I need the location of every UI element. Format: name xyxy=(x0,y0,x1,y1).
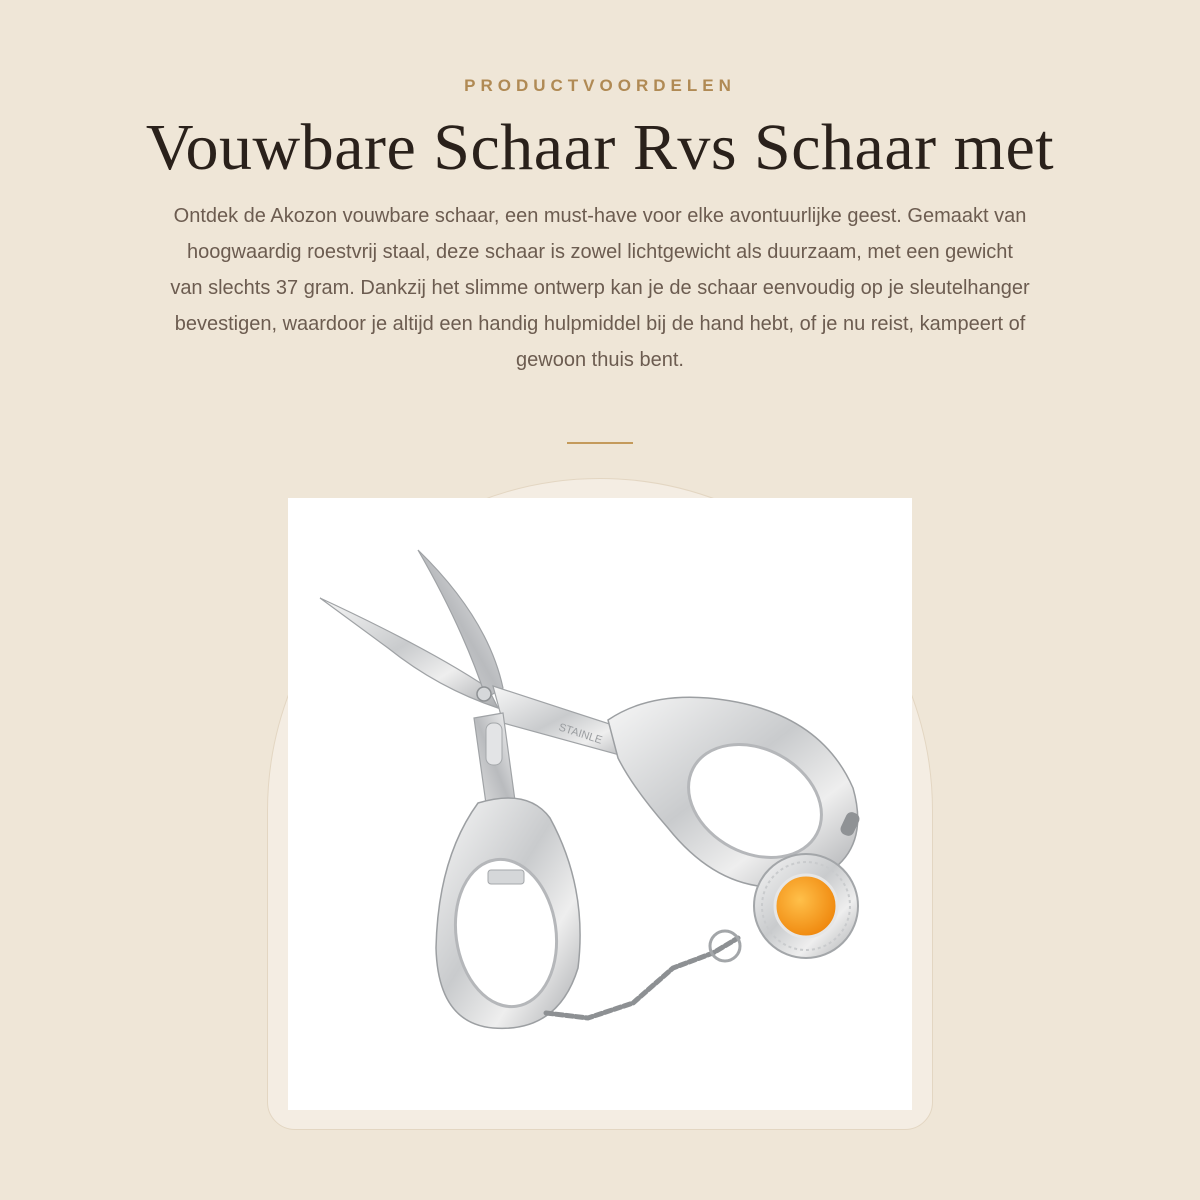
keychain xyxy=(546,854,858,1018)
keyring-tag xyxy=(754,854,858,958)
blade-engraving: STAINLE xyxy=(557,721,604,747)
section-description: Ontdek de Akozon vouwbare schaar, een must-have voor elke avontuurlijke geest. Gemaakt van hoogwaardig roestvrij staal, deze schaar is zowel lichtgewicht als duurzaam, met een gewicht van slechts 37 gram. Dankzij het slimme ontwerp kan je de schaar eenvoudig op je sleutelhanger bevestigen, waardoor je altijd een handig hulpmiddel bij de hand hebt, of je nu reist, kampeert of gewoon thuis bent. xyxy=(170,205,1030,371)
section-eyebrow: PRODUCTVOORDELEN xyxy=(464,76,736,95)
section-title: Vouwbare Schaar Rvs Schaar met xyxy=(145,111,1055,184)
scissor-blade-upper xyxy=(320,550,503,708)
product-photo xyxy=(288,498,912,1110)
folding-scissors-illustration xyxy=(288,498,912,1110)
pivot-screw xyxy=(477,687,491,701)
section-divider xyxy=(567,442,633,444)
scissor-handle-lower xyxy=(436,798,580,1028)
